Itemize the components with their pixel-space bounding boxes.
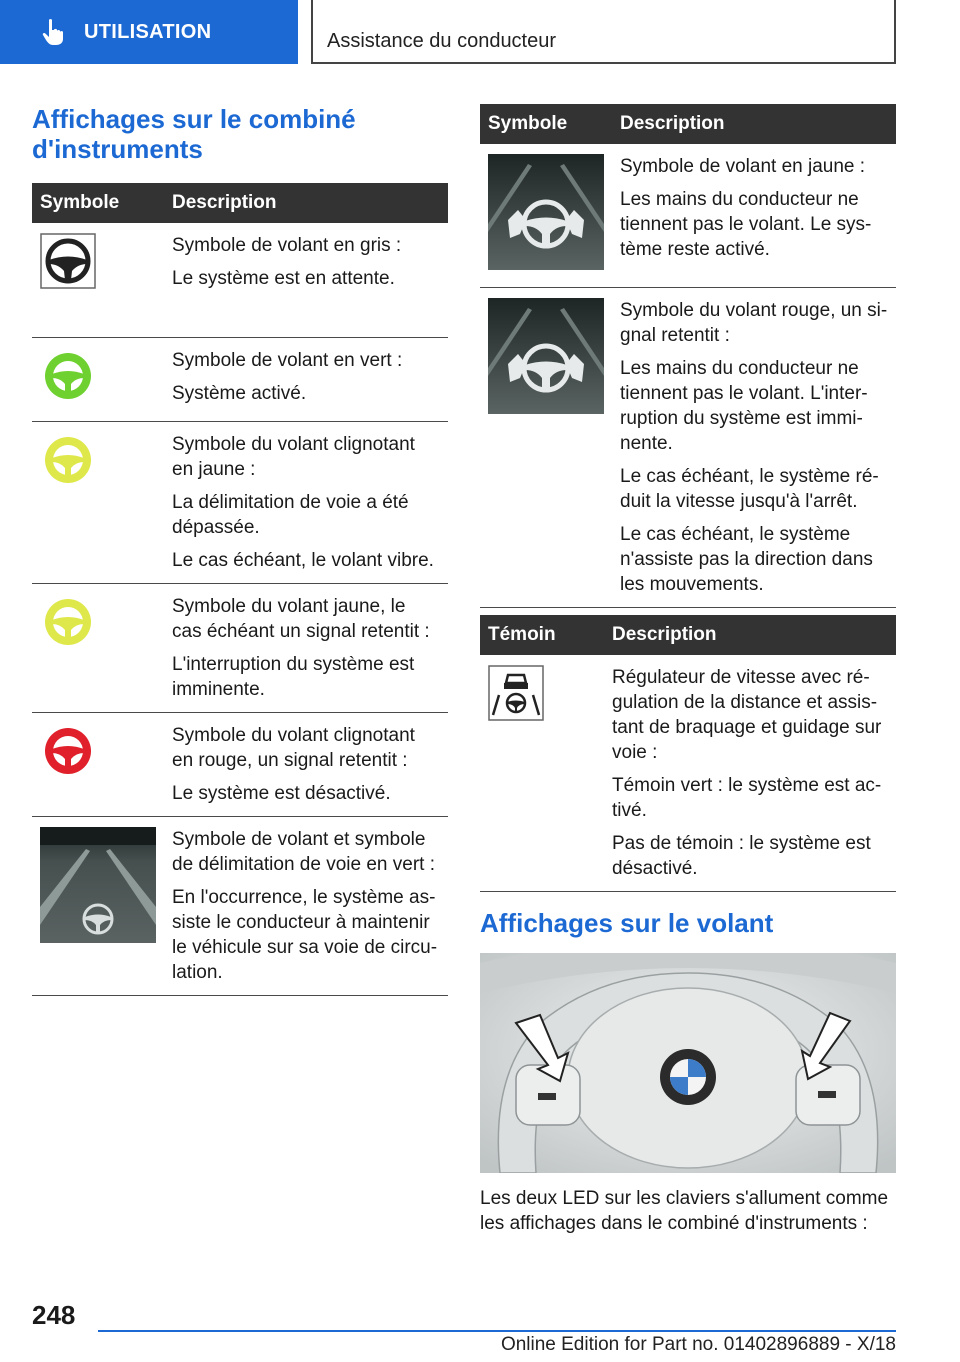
chapter-box	[311, 0, 896, 64]
chapter-title: Assistance du conducteur	[327, 30, 557, 52]
table-row: Symbole du volant jaune, le cas échéant un signal retentit : L'interruption du système est imminente.	[32, 583, 448, 712]
steering-wheel-yellow-flashing-icon	[40, 432, 96, 488]
footer-rule	[98, 1330, 896, 1332]
distance-steering-assist-icon	[488, 665, 544, 721]
steering-wheel-red-flashing-icon	[40, 723, 96, 779]
col-header-symbol: Symbole	[32, 183, 164, 223]
steering-wheel-yellow-icon	[40, 594, 96, 650]
steering-wheel-led-photo	[480, 953, 896, 1173]
col-header-description: Description	[604, 615, 896, 655]
table-row: Symbole de volant en vert : Système activé.	[32, 337, 448, 421]
col-header-symbol: Symbole	[480, 104, 612, 144]
symbol-table-left	[32, 183, 448, 996]
section-tab[interactable]	[0, 0, 298, 64]
temoin-table	[480, 615, 896, 892]
steering-wheel-green-icon	[40, 348, 96, 404]
page-number: 248	[32, 1300, 76, 1330]
col-header-description: Description	[612, 104, 896, 144]
hands-off-red-image	[488, 298, 604, 414]
table-row: Régulateur de vitesse avec régulation de la distance et assistant de braquage et guidage sur voie : Témoin vert : le système est activé. Pas de témoin : le système est désactivé.	[480, 655, 896, 892]
hand-pointer-icon	[40, 18, 66, 46]
table-row: Symbole de volant en gris : Le système est en attente.	[32, 223, 448, 337]
section-heading: Affichages sur le combiné d'instruments	[32, 104, 356, 164]
symbol-table-right	[480, 104, 896, 608]
section-label: UTILISATION	[84, 20, 212, 43]
edition-info: Online Edition for Part no. 01402896889 - X/18	[500, 1334, 896, 1355]
col-header-description: Description	[164, 183, 448, 223]
lane-boundary-wheel-image	[40, 827, 156, 943]
hands-off-yellow-image	[488, 154, 604, 270]
col-header-temoin: Témoin	[480, 615, 604, 655]
table-row: Symbole de volant et symbole de délimitation de voie en vert : En l'occurrence, le système assiste le conducteur à maintenir le véhicule sur sa voie de circulation.	[32, 816, 448, 995]
steering-wheel-grey-icon	[40, 233, 96, 289]
caption-text: Les deux LED sur les claviers s'allument comme les affichages dans le combiné d'instruments :	[480, 1188, 889, 1234]
table-row: Symbole du volant clignotant en rouge, un signal retentit : Le système est désactivé.	[32, 712, 448, 816]
table-row: Symbole du volant rouge, un signal retentit : Les mains du conducteur ne tiennent pas le volant. L'interruption du système est imminente. Le cas échéant, le système réduit la vitesse jusqu'à l'arrêt. Le cas échéant, le système n'assiste pas la direction dans les mouvements.	[480, 288, 896, 608]
section-heading-wheel: Affichages sur le volant	[480, 908, 774, 938]
table-row: Symbole du volant clignotant en jaune : La délimitation de voie a été dépassée. Le cas échéant, le volant vibre.	[32, 421, 448, 583]
table-row: Symbole de volant en jaune : Les mains du conducteur ne tiennent pas le volant. Le système reste activé.	[480, 144, 896, 288]
